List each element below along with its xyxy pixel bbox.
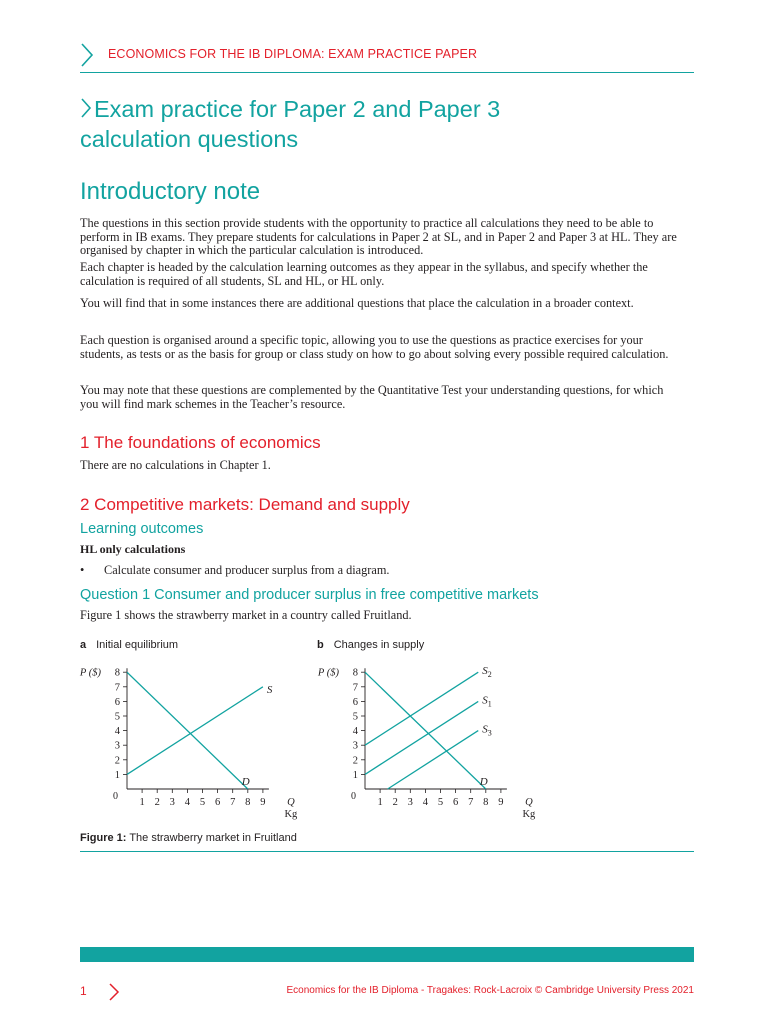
x-tick-label: 7 <box>230 797 236 808</box>
chart-changes-in-supply <box>312 660 552 830</box>
x-tick-label: 5 <box>437 797 444 808</box>
x-tick-label: 1 <box>377 797 383 808</box>
series-line-d <box>127 672 248 789</box>
chevron-right-icon <box>80 97 92 119</box>
x-axis-unit: Kg <box>522 809 536 820</box>
section-2-heading: 2 Competitive markets: Demand and supply <box>80 495 410 514</box>
series-label-s2: $S_2$ <box>482 665 492 680</box>
header-title <box>108 47 477 61</box>
panel-b-letter: b <box>317 639 324 651</box>
series-label-s: S <box>266 683 273 696</box>
learning-outcome-item <box>80 563 389 578</box>
y-axis-label: P ($) <box>317 667 339 679</box>
x-tick-label: 2 <box>154 797 160 808</box>
x-axis-label: Q <box>525 797 533 808</box>
series-label-subscript: 1 <box>487 699 492 709</box>
intro-paragraph-2: You will find that in some instances there are additional questions that place the calculation in a broader context. <box>80 296 634 310</box>
chart-initial-equilibrium <box>74 660 314 830</box>
hl-only-label: HL only calculations <box>80 542 186 556</box>
x-tick-label: 3 <box>407 797 413 808</box>
x-tick-label: 3 <box>169 797 175 808</box>
series-label-subscript: 2 <box>487 670 492 680</box>
y-tick-label: 7 <box>352 682 358 694</box>
y-tick-label: 1 <box>114 769 120 781</box>
series-line-s2 <box>365 672 478 745</box>
x-tick-label: 7 <box>468 797 474 808</box>
x-tick-label: 4 <box>184 797 191 808</box>
page-title-line1: Exam practice for Paper 2 and Paper 3 <box>94 96 501 122</box>
section-1-heading: 1 The foundations of economics <box>80 433 321 452</box>
x-tick-label: 2 <box>392 797 398 808</box>
series-label-subscript: 3 <box>487 728 492 738</box>
intro-paragraph-3: Each question is organised around a specific topic, allowing you to use the questions as practice exercises for your students, as tests or as the basis for group or class study on how to go about solving every possible required calculation. <box>80 333 669 361</box>
x-tick-label: 9 <box>498 797 504 808</box>
series-line-s1 <box>365 701 478 774</box>
figure-caption <box>80 832 694 852</box>
bullet-marker: • <box>80 563 85 577</box>
series-line-s <box>127 687 263 775</box>
section-1-text: There are no calculations in Chapter 1. <box>80 458 271 472</box>
y-tick-label: 1 <box>352 769 358 781</box>
header-paper: EXAM PRACTICE PAPER <box>328 47 478 61</box>
running-header <box>80 40 694 73</box>
x-tick-label: 6 <box>452 797 459 808</box>
question-1-heading: Question 1 Consumer and producer surplus in free competitive markets <box>80 587 539 603</box>
x-axis-unit: Kg <box>284 809 298 820</box>
x-tick-label: 8 <box>245 797 251 808</box>
learning-outcomes-heading: Learning outcomes <box>80 521 204 537</box>
question-1-text: Figure 1 shows the strawberry market in a country called Fruitland. <box>80 608 412 622</box>
intro-paragraph-1: The questions in this section provide students with the opportunity to practice all calculations they need to be able to perform in IB exams. They prepare students for calculations in Paper 2 at SL, and in Paper 2 and Paper 3 at HL. They are organised by chapter in which the particular calculation is introduced. <box>80 216 677 258</box>
panel-b-label <box>317 639 424 651</box>
y-tick-label: 5 <box>352 711 358 723</box>
intro-paragraph-1b: Each chapter is headed by the calculation learning outcomes as they appear in the syllabus, and specify whether the calculation is required of all students, SL and HL, or HL only. <box>80 260 648 288</box>
x-tick-label: 8 <box>483 797 489 808</box>
y-tick-label: 5 <box>114 711 120 723</box>
series-line-d <box>365 672 486 789</box>
chevron-right-icon <box>80 42 94 68</box>
y-tick-label: 3 <box>352 740 358 752</box>
figure-caption-label: Figure 1: <box>80 832 127 844</box>
learning-outcome-text: Calculate consumer and producer surplus from a diagram. <box>104 563 390 577</box>
footer-bar <box>80 947 694 962</box>
x-tick-label: 6 <box>214 797 221 808</box>
panel-a-letter: a <box>80 639 87 651</box>
header-series: ECONOMICS FOR THE IB DIPLOMA: <box>108 47 325 61</box>
intro-heading: Introductory note <box>80 178 261 205</box>
x-tick-label: 5 <box>199 797 206 808</box>
page-number: 1 <box>80 984 87 998</box>
series-label-s3: $S_3$ <box>482 723 492 738</box>
y-tick-label: 8 <box>114 667 120 679</box>
y-tick-label: 4 <box>114 726 120 738</box>
y-tick-label: 2 <box>114 755 120 767</box>
figure-caption-text: The strawberry market in Fruitland <box>129 832 297 844</box>
series-line-s3 <box>388 731 479 789</box>
panel-b-title: Changes in supply <box>333 639 425 651</box>
footer-copyright: Economics for the IB Diploma - Tragakes: Rock-Lacroix © Cambridge University Press 2021 <box>286 985 694 996</box>
y-tick-label: 2 <box>352 755 358 767</box>
origin-label: 0 <box>113 791 118 802</box>
y-tick-label: 7 <box>114 682 120 694</box>
panel-a-label <box>80 639 178 651</box>
x-tick-label: 9 <box>260 797 266 808</box>
y-tick-label: 6 <box>114 696 120 708</box>
x-tick-label: 4 <box>422 797 429 808</box>
panel-a-title: Initial equilibrium <box>96 639 179 651</box>
y-tick-label: 8 <box>352 667 358 679</box>
x-axis-label: Q <box>287 797 295 808</box>
y-axis-label: P ($) <box>79 667 101 679</box>
origin-label: 0 <box>351 791 356 802</box>
y-tick-label: 3 <box>114 740 120 752</box>
y-tick-label: 6 <box>352 696 358 708</box>
series-label-s1: $S_1$ <box>482 694 492 709</box>
series-label-d: D <box>241 776 250 788</box>
page-title <box>80 94 700 154</box>
page-title-line2: calculation questions <box>80 126 299 152</box>
intro-paragraph-4: You may note that these questions are complemented by the Quantitative Test your understanding questions, for which you will find mark schemes in the Teacher’s resource. <box>80 383 664 411</box>
y-tick-label: 4 <box>352 726 358 738</box>
chevron-right-icon <box>108 982 120 1002</box>
series-label-d: D <box>479 776 488 788</box>
x-tick-label: 1 <box>139 797 145 808</box>
